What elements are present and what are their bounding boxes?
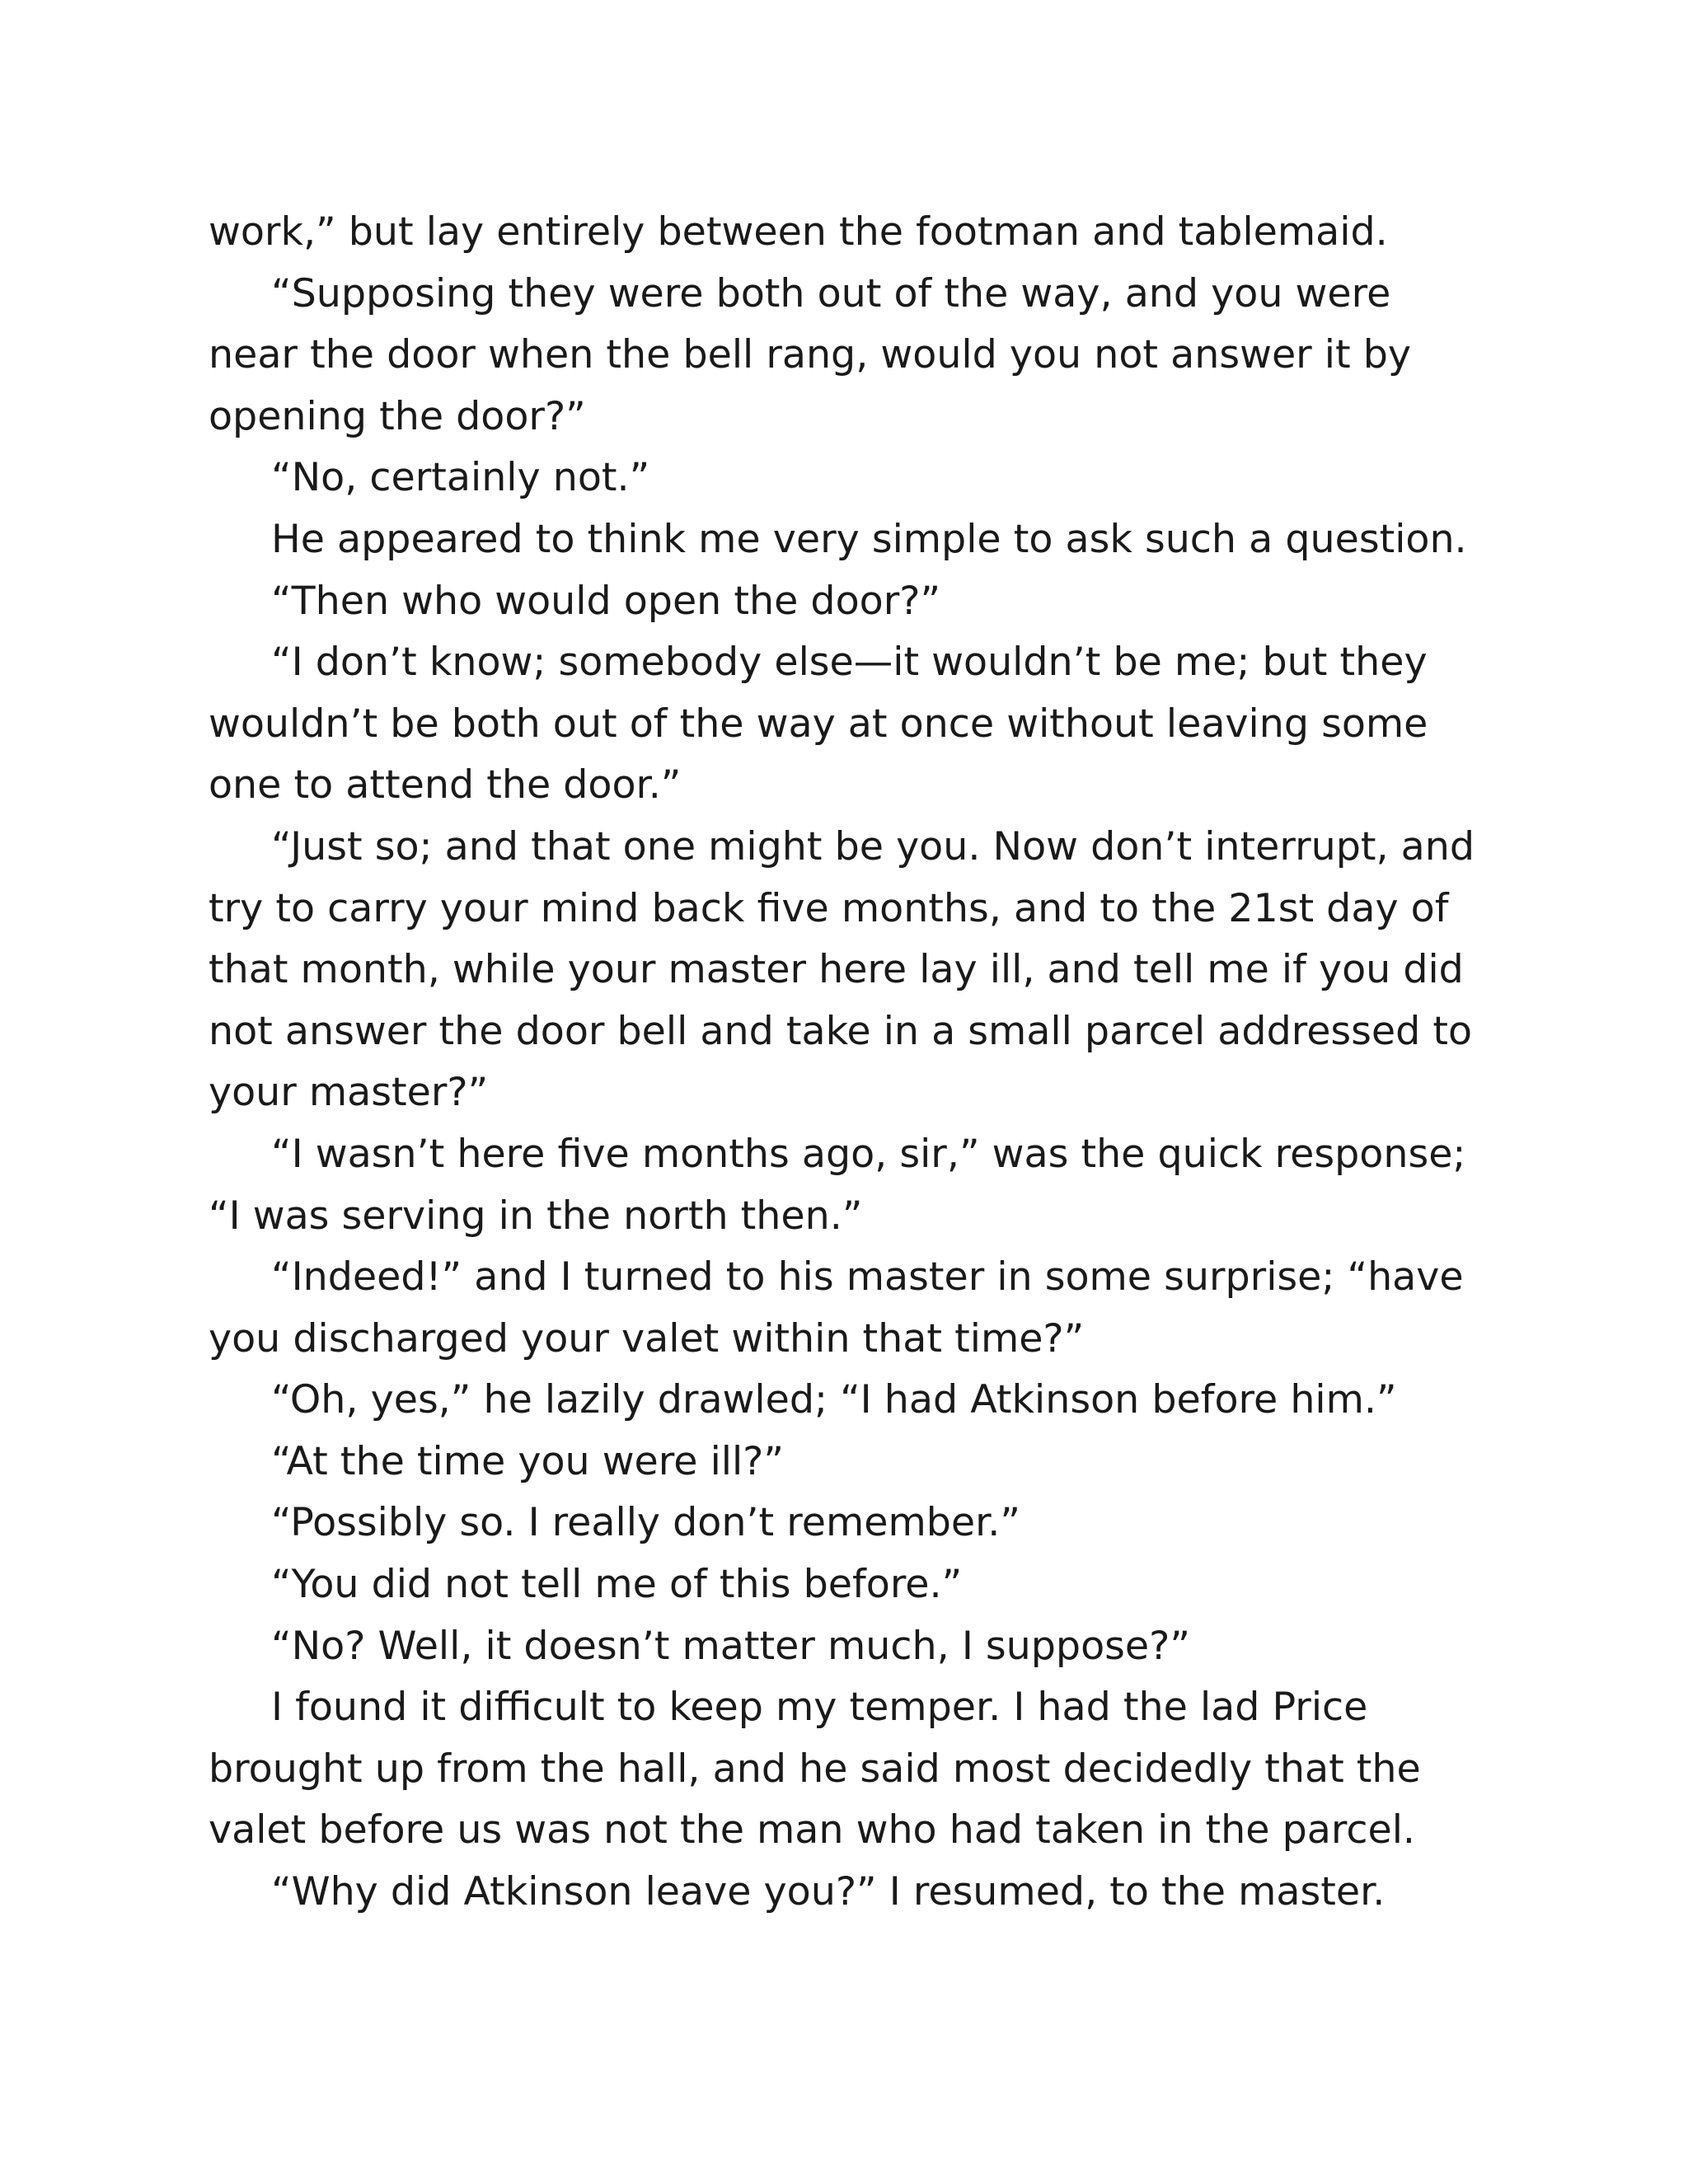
paragraph: “Why did Atkinson leave you?” I resumed, to the master.: [271, 1869, 1386, 1915]
paragraph: “Supposing they were both out of the way, and you were near the door when the bell rang, would you not answer it by opening the door?”: [209, 270, 1411, 439]
paragraph: “Oh, yes,” he lazily drawled; “I had Atkinson before him.”: [271, 1377, 1397, 1423]
paragraph: “Just so; and that one might be you. Now don’t interrupt, and try to carry your mind back five months, and to the 21st day of that month, while your master here lay ill, and tell me if you did not answer the door bell and take in a small parcel addressed to your master?”: [209, 823, 1475, 1116]
paragraph: “I wasn’t here five months ago, sir,” was the quick response; “I was serving in the north then.”: [209, 1131, 1466, 1239]
page-text: [209, 202, 1478, 1924]
paragraph: He appeared to think me very simple to ask such a question.: [271, 516, 1467, 562]
paragraph: I found it difficult to keep my temper. I had the lad Price brought up from the hall, and he said most decidedly that the valet before us was not the man who had taken in the parcel.: [209, 1685, 1421, 1854]
paragraph: “I don’t know; somebody else—it wouldn’t be me; but they wouldn’t be both out of the way at once without leaving some one to attend the door.”: [209, 640, 1428, 808]
paragraph: “Then who would open the door?”: [271, 578, 941, 624]
paragraph: “No, certainly not.”: [271, 455, 650, 501]
paragraph: “Possibly so. I really don’t remember.”: [271, 1500, 1020, 1546]
paragraph: “You did not tell me of this before.”: [271, 1562, 963, 1608]
paragraph-continuation: work,” but lay entirely between the footman and tablemaid.: [209, 209, 1388, 255]
paragraph: “At the time you were ill?”: [271, 1438, 784, 1484]
paragraph: “Indeed!” and I turned to his master in some surprise; “have you discharged your valet within that time?”: [209, 1254, 1464, 1361]
paragraph: “No? Well, it doesn’t matter much, I suppose?”: [271, 1623, 1190, 1669]
